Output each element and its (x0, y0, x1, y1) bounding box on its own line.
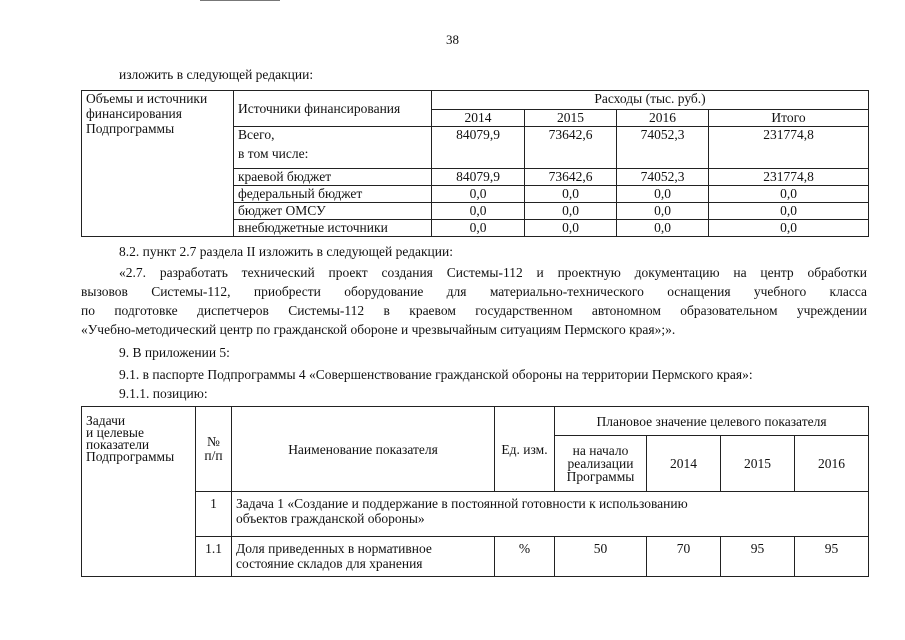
value-cell: 0,0 (709, 203, 869, 220)
row-label: внебюджетные источники (234, 220, 432, 237)
value-cell: 84079,9 (432, 169, 525, 186)
paragraph-2-7-line: «Учебно-методический центр по гражданской обороне и чрезвычайным ситуациям Пермского края»;». (81, 322, 676, 337)
value-cell: 0,0 (617, 186, 709, 203)
value-cell: 0,0 (709, 220, 869, 237)
value-cell: 0,0 (525, 220, 617, 237)
planned-value-header: Плановое значение целевого показателя (555, 407, 869, 436)
value-cell: 95 (721, 537, 795, 577)
value-cell: 0,0 (617, 203, 709, 220)
value-cell: 0,0 (709, 186, 869, 203)
start-value-header: на начало реализации Программы (555, 436, 647, 492)
value-cell: 74052,3 (617, 127, 709, 169)
number-header: № п/п (196, 407, 232, 492)
value-cell: 0,0 (525, 203, 617, 220)
value-cell: 50 (555, 537, 647, 577)
row-label: краевой бюджет (234, 169, 432, 186)
financing-table (81, 90, 869, 237)
paragraph-9: 9. В приложении 5: (119, 345, 230, 360)
year-header: 2014 (432, 110, 525, 127)
value-cell: 73642,6 (525, 169, 617, 186)
value-cell: 73642,6 (525, 127, 617, 169)
table-row (82, 537, 869, 577)
value-cell: 231774,8 (709, 127, 869, 169)
total-header: Итого (709, 110, 869, 127)
paragraph-2-7-line: «2.7. разработать технический проект создания Системы-112 и проектную документацию на центр обработки (119, 265, 867, 280)
indicator-name: Доля приведенных в нормативное состояние складов для хранения (232, 537, 495, 577)
value-cell: 84079,9 (432, 127, 525, 169)
year-header: 2014 (647, 436, 721, 492)
year-header: 2016 (795, 436, 869, 492)
paragraph-8-2: 8.2. пункт 2.7 раздела II изложить в следующей редакции: (119, 244, 453, 259)
year-header: 2016 (617, 110, 709, 127)
tasks-column-header: Задачи и целевые показатели Подпрограммы (82, 407, 196, 577)
row-label: федеральный бюджет (234, 186, 432, 203)
indicator-number: 1.1 (196, 537, 232, 577)
value-cell: 95 (795, 537, 869, 577)
sources-header: Источники финансирования (234, 91, 432, 127)
table-row (82, 492, 869, 537)
year-header: 2015 (525, 110, 617, 127)
value-cell: 0,0 (617, 220, 709, 237)
unit-header: Ед. изм. (495, 407, 555, 492)
value-cell: 0,0 (432, 203, 525, 220)
year-header: 2015 (721, 436, 795, 492)
value-cell: 74052,3 (617, 169, 709, 186)
expenses-header: Расходы (тыс. руб.) (432, 91, 869, 110)
indicators-table (81, 406, 869, 577)
value-cell: 0,0 (432, 186, 525, 203)
indicator-unit: % (495, 537, 555, 577)
top-edge-line (200, 0, 280, 1)
financing-row-label: Объемы и источники финансирования Подпрограммы (82, 91, 234, 237)
task-text: Задача 1 «Создание и поддержание в постоянной готовности к использованию объектов гражданской обороны» (232, 492, 869, 537)
row-label: бюджет ОМСУ (234, 203, 432, 220)
paragraph-9-1-1: 9.1.1. позицию: (119, 386, 208, 401)
row-label: Всего, в том числе: (234, 127, 432, 169)
value-cell: 0,0 (525, 186, 617, 203)
value-cell: 231774,8 (709, 169, 869, 186)
task-number: 1 (196, 492, 232, 537)
value-cell: 0,0 (432, 220, 525, 237)
indicator-name-header: Наименование показателя (232, 407, 495, 492)
intro-text: изложить в следующей редакции: (119, 67, 314, 82)
value-cell: 70 (647, 537, 721, 577)
paragraph-9-1: 9.1. в паспорте Подпрограммы 4 «Совершенствование гражданской обороны на территории Пермского края»: (119, 367, 753, 382)
page-number: 38 (446, 32, 459, 47)
paragraph-2-7-line: вызовов Системы-112, приобрести оборудование для материально-технического оснащения учебного класса (81, 284, 867, 299)
paragraph-2-7-line: по подготовке диспетчеров Системы-112 в краевом государственном автономном образовательном учреждении (81, 303, 867, 318)
